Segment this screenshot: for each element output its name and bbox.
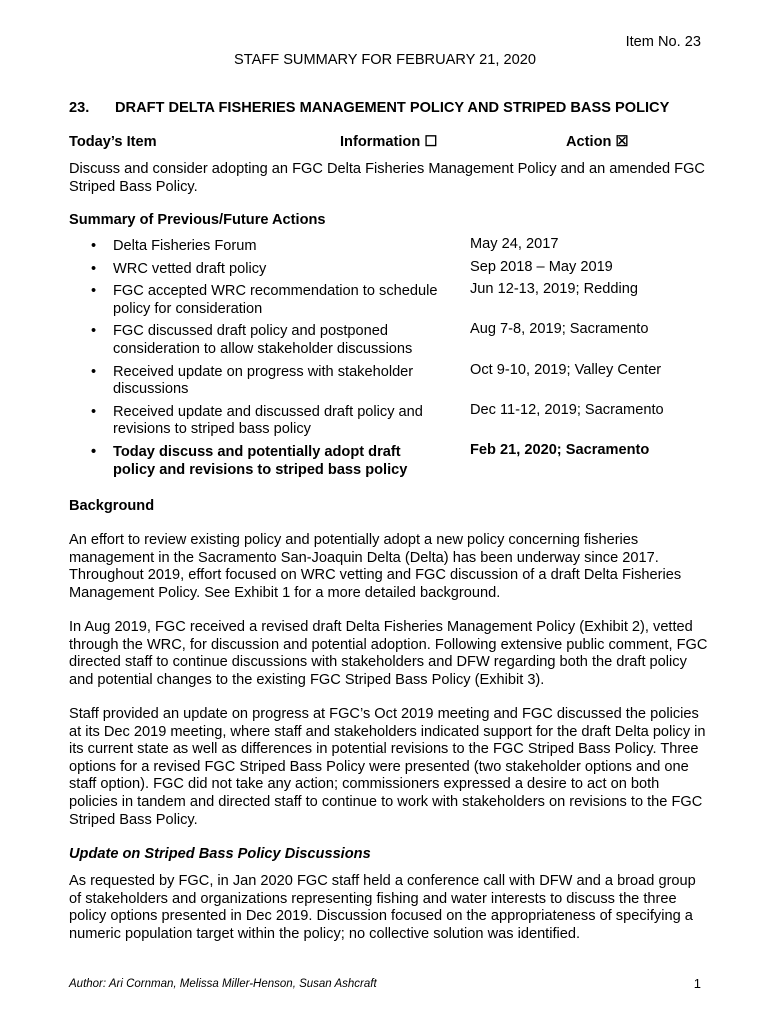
information-checkbox: Information ☐	[340, 134, 438, 150]
bullet-icon: •	[91, 443, 97, 460]
action-text: FGC accepted WRC recommendation to schedule policy for consideration	[113, 283, 438, 317]
bullet-icon: •	[91, 283, 97, 300]
staff-summary-title: STAFF SUMMARY FOR FEBRUARY 21, 2020	[234, 52, 536, 68]
todays-item-description: Discuss and consider adopting an FGC Delta Fisheries Management Policy and an amended FGC Striped Bass Policy.	[69, 161, 705, 195]
action-text: Received update and discussed draft policy and revisions to striped bass policy	[113, 403, 423, 438]
action-item	[69, 323, 709, 358]
bullet-icon: •	[91, 238, 97, 254]
action-date: Feb 21, 2020; Sacramento	[470, 441, 650, 458]
actions-list	[69, 238, 709, 479]
bullet-icon: •	[91, 323, 97, 340]
action-date: Oct 9-10, 2019; Valley Center	[470, 361, 662, 378]
footer-author: Author: Ari Cornman, Melissa Miller-Henson, Susan Ashcraft	[69, 978, 377, 990]
action-date: Jun 12-13, 2019; Redding	[470, 281, 638, 298]
action-text: Received update on progress with stakeholder discussions	[113, 363, 414, 398]
action-item	[69, 361, 709, 399]
item-number: Item No. 23	[625, 34, 701, 50]
bullet-icon: •	[91, 363, 97, 380]
page-number: 1	[693, 976, 701, 991]
agenda-title: DRAFT DELTA FISHERIES MANAGEMENT POLICY AND STRIPED BASS POLICY	[115, 100, 670, 116]
action-date: May 24, 2017	[470, 236, 559, 252]
agenda-heading	[69, 100, 669, 118]
background-paragraph: In Aug 2019, FGC received a revised draft Delta Fisheries Management Policy (Exhibit 2), vetted through the WRC, for discussion and potential adoption. Following extensive public comment, FGC directed staff to continue discussions with stakeholders and DFW regarding both the draft policy and potential changes to the existing FGC Striped Bass Policy (Exhibit 3).	[69, 619, 708, 688]
action-text: Today discuss and potentially adopt draft policy and revisions to striped bass policy	[113, 443, 408, 478]
action-date: Sep 2018 – May 2019	[470, 258, 613, 275]
action-item-current	[69, 441, 709, 479]
background-paragraph: Staff provided an update on progress at FGC’s Oct 2019 meeting and FGC discussed the policies at its Dec 2019 meeting, where staff and stakeholders indicated support for the draft Delta policy in its current state as well as differences in potential revisions to the FGC Striped Bass Policy. Three options for a revised FGC Striped Bass Policy were presented (two stakeholder options and one staff option). FGC did not take any action; commissioners expressed a desire to act on both policies in tandem and directed staff to continue to work with stakeholders on revisions to the FGC Striped Bass Policy.	[69, 706, 706, 828]
todays-item-row	[69, 134, 709, 152]
background-paragraph: An effort to review existing policy and potentially adopt a new policy concerning fisheries management in the Sacramento San-Joaquin Delta (Delta) has been underway since 2017. Throughout 2019, effort focused on WRC vetting and FGC discussion of a draft Delta Fisheries Management Policy. See Exhibit 1 for a more detailed background.	[69, 532, 682, 601]
action-date: Dec 11-12, 2019; Sacramento	[470, 401, 664, 418]
bullet-icon: •	[91, 260, 97, 277]
action-checkbox: Action ☒	[566, 134, 629, 150]
action-text: WRC vetted draft policy	[113, 260, 267, 277]
action-text: Delta Fisheries Forum	[113, 238, 257, 254]
action-text: FGC discussed draft policy and postponed consideration to allow stakeholder discussions	[113, 323, 413, 357]
todays-item-label: Today’s Item	[69, 134, 157, 150]
update-paragraph: As requested by FGC, in Jan 2020 FGC staff held a conference call with DFW and a broad group of stakeholders and organizations representing fishing and water interests to discuss the three policy options presented in Dec 2019. Discussion focused on the appropriateness of specifying a numeric population target within the policy; no collective solution was identified.	[69, 873, 696, 942]
action-item	[69, 283, 709, 318]
update-heading: Update on Striped Bass Policy Discussions	[69, 846, 371, 862]
action-item	[69, 238, 709, 256]
summary-heading: Summary of Previous/Future Actions	[69, 212, 326, 228]
action-item	[69, 401, 709, 439]
bullet-icon: •	[91, 403, 97, 420]
action-date: Aug 7-8, 2019; Sacramento	[470, 321, 649, 338]
agenda-number: 23.	[69, 100, 90, 116]
action-item	[69, 258, 709, 279]
background-heading: Background	[69, 498, 155, 514]
